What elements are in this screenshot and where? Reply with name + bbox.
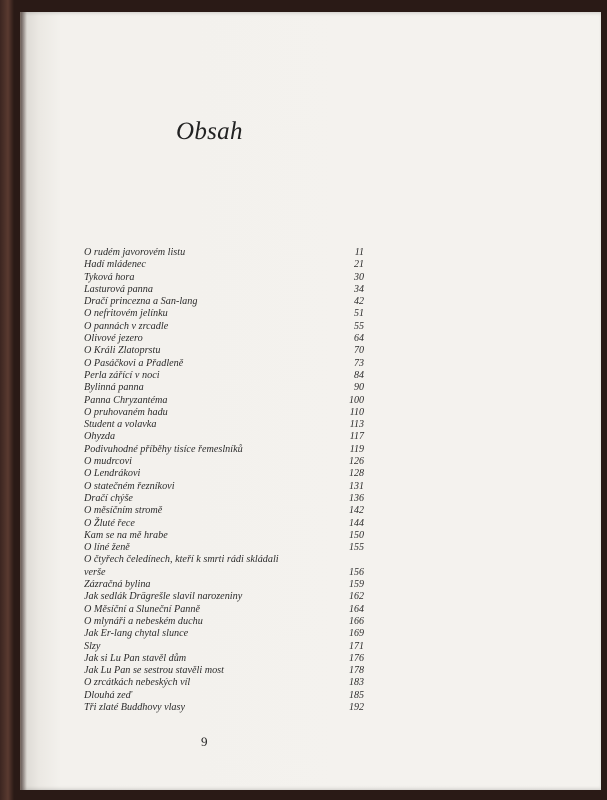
toc-entry-page: 183 [349, 677, 364, 689]
toc-entry-title: Lasturová panna [84, 283, 153, 295]
toc-entry-page: 64 [354, 333, 364, 345]
toc-entry-title: Zázračná bylina [84, 579, 151, 591]
toc-entry-title: O statečném řezníkovi [84, 480, 175, 492]
toc-entry [84, 505, 364, 517]
toc-entry [84, 653, 364, 665]
toc-entry-title: Dračí chýše [84, 492, 133, 504]
toc-entry-page: 169 [349, 628, 364, 640]
toc-entry-title: O pruhovaném hadu [84, 406, 168, 418]
toc-entry [84, 247, 364, 259]
toc-entry-title: Hadí mládenec [84, 259, 146, 271]
toc-entry-page: 159 [349, 579, 364, 591]
toc-entry-title: Podivuhodné příběhy tisíce řemeslníků [84, 443, 243, 455]
toc-entry-page: 84 [354, 369, 364, 381]
toc-entry [84, 395, 364, 407]
toc-entry-title: O Měsíční a Sluneční Panně [84, 603, 200, 615]
toc-entry-page: 164 [349, 603, 364, 615]
book-page [20, 12, 601, 790]
table-of-contents [84, 247, 364, 714]
toc-entry-page: 142 [349, 505, 364, 517]
toc-entry-title: Jak si Lu Pan stavěl dům [84, 652, 187, 664]
toc-entry-title: O Pasáčkovi a Přadleně [84, 357, 184, 369]
toc-entry-page: 117 [349, 431, 364, 443]
toc-entry-page: 144 [349, 517, 364, 529]
page-number: 9 [201, 734, 208, 749]
toc-entry-page: 11 [354, 247, 364, 258]
page-gutter-shadow [21, 12, 27, 790]
toc-entry [84, 308, 364, 320]
toc-entry [84, 419, 364, 431]
toc-entry-title: O Žluté řece [84, 517, 135, 529]
toc-entry-title: O Králi Zlatoprstu [84, 345, 161, 357]
toc-entry-title: O Lendrákovi [84, 468, 141, 480]
toc-entry-page: 136 [349, 492, 364, 504]
toc-entry-page: 119 [349, 443, 364, 455]
toc-entry-page: 21 [354, 259, 364, 271]
toc-entry-page: 156 [349, 566, 364, 578]
toc-entry-page: 185 [349, 689, 364, 701]
toc-entry [84, 333, 364, 345]
toc-entry-title: Jak Er-lang chytal slunce [84, 628, 189, 640]
toc-entry-page: 30 [354, 271, 364, 283]
toc-entry [84, 690, 364, 702]
toc-entry-title: Dlouhá zeď [84, 689, 132, 701]
toc-entry-title: Slzy [84, 640, 101, 652]
toc-entry-title: O pannách v zrcadle [84, 320, 169, 332]
toc-entry-page: 51 [354, 308, 364, 320]
toc-entry-page: 100 [349, 394, 364, 406]
toc-entry-title: O měsíčním stromě [84, 505, 163, 517]
toc-entry-title: Perla zářící v noci [84, 369, 160, 381]
toc-entry-page: 34 [354, 283, 364, 295]
toc-entry-title: Ohyzda [84, 431, 116, 443]
toc-entry-title: O čtyřech čeledínech, kteří k smrti rádi skládali [84, 554, 279, 566]
toc-entry [84, 481, 364, 493]
toc-entry-title: O zrcátkách nebeských víl [84, 677, 191, 689]
toc-entry [84, 321, 364, 333]
toc-entry [84, 456, 364, 468]
toc-entry-page: 73 [354, 357, 364, 369]
toc-entry-title: Kam se na mě hrabe [84, 529, 168, 541]
toc-entry [84, 677, 364, 689]
toc-entry-page: 176 [349, 652, 364, 664]
toc-entry-page: 70 [354, 345, 364, 357]
toc-entry [84, 567, 364, 579]
toc-entry [84, 284, 364, 296]
toc-entry-title: Tři zlaté Buddhovy vlasy [84, 701, 186, 713]
toc-entry [84, 407, 364, 419]
toc-entry-title: Jak Lu Pan se sestrou stavěli most [84, 665, 224, 677]
toc-entry [84, 358, 364, 370]
toc-entry-page: 155 [349, 542, 364, 554]
toc-entry [84, 628, 364, 640]
toc-entry [84, 530, 364, 542]
toc-entry-title: O rudém javorovém listu [84, 247, 186, 258]
toc-entry [84, 493, 364, 505]
toc-entry-title: Tyková hora [84, 271, 135, 283]
toc-entry-page: 162 [349, 591, 364, 603]
toc-entry [84, 542, 364, 554]
toc-entry-page: 131 [349, 480, 364, 492]
toc-entry-title: Bylinná panna [84, 382, 144, 394]
toc-entry-page: 113 [349, 419, 364, 431]
toc-entry [84, 272, 364, 284]
toc-entry-page: 110 [349, 406, 364, 418]
toc-entry [84, 579, 364, 591]
toc-entry [84, 665, 364, 677]
toc-entry-page: 178 [349, 665, 364, 677]
toc-entry [84, 591, 364, 603]
toc-entry-title: Jak sedlák Drägrešle slavil narozeniny [84, 591, 243, 603]
page-title: Obsah [176, 118, 243, 145]
toc-entry-page: 126 [349, 456, 364, 468]
toc-entry [84, 370, 364, 382]
toc-entry [84, 345, 364, 357]
toc-entry [84, 444, 364, 456]
toc-entry-title: Olivové jezero [84, 333, 143, 345]
toc-entry [84, 431, 364, 443]
toc-entry [84, 604, 364, 616]
toc-entry-title: Dračí princezna a San-lang [84, 296, 198, 308]
toc-entry-page: 55 [354, 320, 364, 332]
toc-entry [84, 468, 364, 480]
toc-entry-page: 128 [349, 468, 364, 480]
toc-entry-title: O mudrcovi [84, 456, 133, 468]
toc-entry-page: 150 [349, 529, 364, 541]
toc-entry-page: 166 [349, 615, 364, 627]
toc-entry [84, 296, 364, 308]
toc-entry-page: 171 [349, 640, 364, 652]
toc-entry [84, 641, 364, 653]
toc-entry-title: Panna Chryzantéma [84, 394, 168, 406]
toc-entry-page: 42 [354, 296, 364, 308]
toc-entry [84, 518, 364, 530]
toc-entry-page: 90 [354, 382, 364, 394]
toc-entry-title: O mlynáři a nebeském duchu [84, 615, 203, 627]
toc-entry-title: verše [84, 566, 106, 578]
toc-entry-title: O líné ženě [84, 542, 130, 554]
toc-entry-page: 192 [349, 701, 364, 713]
toc-entry-title: Student a volavka [84, 419, 157, 431]
toc-entry [84, 702, 364, 714]
toc-entry [84, 259, 364, 271]
toc-entry [84, 554, 364, 566]
toc-entry [84, 382, 364, 394]
toc-entry-title: O nefritovém jelínku [84, 308, 168, 320]
toc-entry [84, 616, 364, 628]
